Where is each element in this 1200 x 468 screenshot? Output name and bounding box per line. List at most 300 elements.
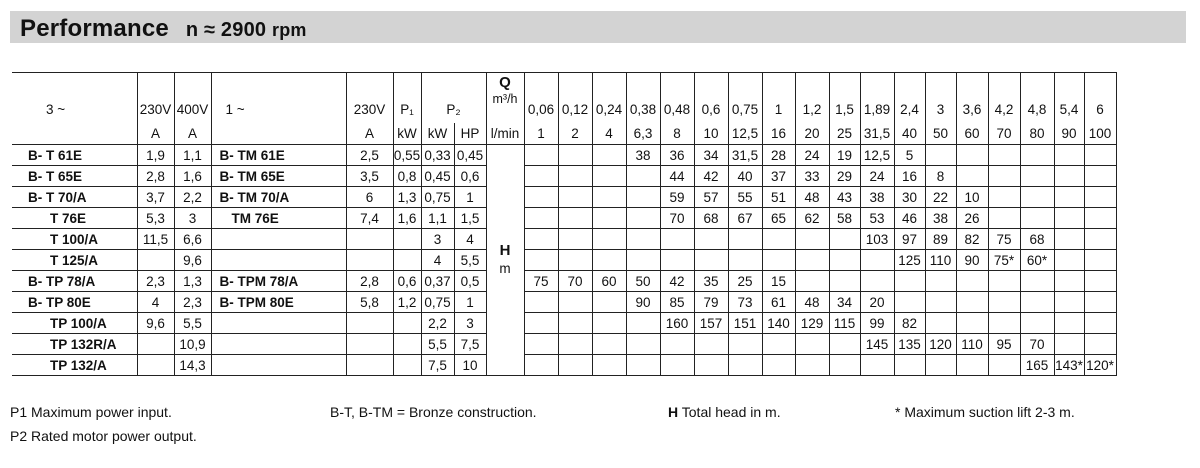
- flow-m3h: 4,8: [1020, 73, 1054, 124]
- current-230v-single: [346, 355, 393, 376]
- head-value: [956, 145, 988, 166]
- flow-m3h: 1,89: [860, 73, 894, 124]
- head-value: 97: [894, 229, 925, 250]
- head-value: [592, 292, 626, 313]
- head-value: [660, 229, 694, 250]
- current-400v: 9,6: [174, 250, 211, 271]
- head-value: [558, 355, 592, 376]
- head-value: [988, 355, 1020, 376]
- head-value: [1020, 292, 1054, 313]
- head-value: [1084, 187, 1116, 208]
- head-value: 58: [829, 208, 860, 229]
- head-value: 70: [660, 208, 694, 229]
- head-value: [1020, 271, 1054, 292]
- flow-lmin: 70: [988, 123, 1020, 145]
- current-400v: 10,9: [174, 334, 211, 355]
- power-p1-kw: [393, 355, 421, 376]
- head-value: [1054, 271, 1084, 292]
- head-value: [829, 271, 860, 292]
- head-value: [592, 229, 626, 250]
- flow-m3h: 0,38: [626, 73, 660, 124]
- header-400v: 400V: [174, 73, 211, 124]
- header-p2-hp: HP: [454, 123, 486, 145]
- head-value: [829, 355, 860, 376]
- flow-m3h: 0,6: [694, 73, 728, 124]
- head-value: 160: [660, 313, 694, 334]
- power-p2-kw: 7,5: [421, 355, 454, 376]
- table-row: [12, 292, 1116, 313]
- note-p2: P2 Rated motor power output.: [10, 428, 197, 444]
- flow-m3h: 4,2: [988, 73, 1020, 124]
- head-value: 145: [860, 334, 894, 355]
- head-value: 25: [728, 271, 762, 292]
- head-value: [1054, 313, 1084, 334]
- flow-m3h: 1,2: [795, 73, 829, 124]
- head-value: [592, 334, 626, 355]
- model-single-phase: B- TPM 80E: [211, 292, 346, 313]
- header-single-phase: 1 ~: [211, 73, 346, 124]
- head-value: [762, 229, 795, 250]
- head-value: [1054, 250, 1084, 271]
- table-row: [12, 271, 1116, 292]
- power-p2-hp: 3: [454, 313, 486, 334]
- head-value: 110: [956, 334, 988, 355]
- head-value: [592, 250, 626, 271]
- flow-m3h: 0,24: [592, 73, 626, 124]
- current-230v-single: 2,5: [346, 145, 393, 166]
- power-p1-kw: [393, 313, 421, 334]
- head-value: 42: [660, 271, 694, 292]
- head-value: 125: [894, 250, 925, 271]
- head-value: [795, 250, 829, 271]
- head-value: 37: [762, 166, 795, 187]
- flow-m3h: 6: [1084, 73, 1116, 124]
- head-value: [1084, 166, 1116, 187]
- head-value: 34: [694, 145, 728, 166]
- head-label: [486, 145, 524, 376]
- head-value: [728, 250, 762, 271]
- head-value: [988, 187, 1020, 208]
- head-unit: m: [499, 261, 511, 276]
- head-value: [829, 250, 860, 271]
- head-value: 29: [829, 166, 860, 187]
- current-400v: 6,6: [174, 229, 211, 250]
- head-value: 59: [660, 187, 694, 208]
- model-single-phase: B- TM 70/A: [211, 187, 346, 208]
- power-p2-hp: 10: [454, 355, 486, 376]
- title-speed: [186, 19, 307, 41]
- head-value: [988, 271, 1020, 292]
- head-value: 120: [925, 334, 956, 355]
- head-value: 50: [626, 271, 660, 292]
- model-single-phase: B- TM 61E: [211, 145, 346, 166]
- current-400v: 2,2: [174, 187, 211, 208]
- head-value: [558, 187, 592, 208]
- power-p1-kw: 0,55: [393, 145, 421, 166]
- power-p1-kw: 0,8: [393, 166, 421, 187]
- head-value: 51: [762, 187, 795, 208]
- head-value: 16: [894, 166, 925, 187]
- current-230v-single: 3,5: [346, 166, 393, 187]
- head-value: 99: [860, 313, 894, 334]
- current-400v: 3: [174, 208, 211, 229]
- current-230v: 5,3: [137, 208, 174, 229]
- performance-table: [12, 72, 1117, 376]
- model-three-phase: B- T 70/A: [12, 187, 137, 208]
- power-p1-kw: [393, 229, 421, 250]
- head-value: 60: [592, 271, 626, 292]
- page-title: [20, 15, 307, 43]
- head-value: [694, 250, 728, 271]
- model-three-phase: B- T 65E: [12, 166, 137, 187]
- model-three-phase: TP 132/A: [12, 355, 137, 376]
- flow-lmin: 16: [762, 123, 795, 145]
- current-230v-single: [346, 229, 393, 250]
- head-value: 12,5: [860, 145, 894, 166]
- head-value: 19: [829, 145, 860, 166]
- current-230v: 9,6: [137, 313, 174, 334]
- power-p2-kw: 0,33: [421, 145, 454, 166]
- head-value: [524, 229, 558, 250]
- head-value: [1084, 229, 1116, 250]
- model-single-phase: [211, 334, 346, 355]
- head-value: [1054, 187, 1084, 208]
- head-value: [1054, 208, 1084, 229]
- head-value: 38: [925, 208, 956, 229]
- table-row: [12, 187, 1116, 208]
- power-p2-hp: 7,5: [454, 334, 486, 355]
- head-value: [592, 145, 626, 166]
- model-single-phase: [211, 355, 346, 376]
- flow-m3h: 0,48: [660, 73, 694, 124]
- head-value: [762, 250, 795, 271]
- head-value: 46: [894, 208, 925, 229]
- head-value: [762, 355, 795, 376]
- head-value: 82: [894, 313, 925, 334]
- header-blank: [12, 123, 137, 145]
- head-value: 140: [762, 313, 795, 334]
- note-head-text: Total head in m.: [678, 404, 781, 420]
- head-value: 62: [795, 208, 829, 229]
- head-value: 43: [829, 187, 860, 208]
- head-value: [1054, 292, 1084, 313]
- speed-value: n ≈ 2900: [185, 19, 267, 41]
- head-value: [894, 271, 925, 292]
- power-p2-kw: 2,2: [421, 313, 454, 334]
- model-single-phase: [211, 229, 346, 250]
- head-value: [1084, 250, 1116, 271]
- header-amp-400: A: [174, 123, 211, 145]
- head-value: [1020, 208, 1054, 229]
- head-value: [925, 271, 956, 292]
- current-400v: 14,3: [174, 355, 211, 376]
- head-value: [558, 166, 592, 187]
- power-p1-kw: 1,2: [393, 292, 421, 313]
- head-value: 35: [694, 271, 728, 292]
- current-230v-single: [346, 334, 393, 355]
- header-three-phase: 3 ~: [12, 73, 137, 124]
- note-head-symbol: H: [668, 404, 679, 420]
- head-value: 34: [829, 292, 860, 313]
- power-p2-hp: 1,5: [454, 208, 486, 229]
- head-value: [626, 187, 660, 208]
- head-value: 120*: [1084, 355, 1116, 376]
- power-p1-kw: 1,3: [393, 187, 421, 208]
- head-value: [626, 313, 660, 334]
- head-value: [660, 250, 694, 271]
- head-value: 31,5: [728, 145, 762, 166]
- head-value: 53: [860, 208, 894, 229]
- flow-m3h: 0,06: [524, 73, 558, 124]
- head-value: [728, 229, 762, 250]
- header-230v: 230V: [137, 73, 174, 124]
- head-value: 75*: [988, 250, 1020, 271]
- head-value: [626, 334, 660, 355]
- head-value: 90: [626, 292, 660, 313]
- head-value: [956, 271, 988, 292]
- head-value: [694, 355, 728, 376]
- model-single-phase: [211, 313, 346, 334]
- head-value: [795, 271, 829, 292]
- model-single-phase: TM 76E: [211, 208, 346, 229]
- head-value: [524, 166, 558, 187]
- head-value: 44: [660, 166, 694, 187]
- head-value: [1020, 166, 1054, 187]
- head-value: [829, 334, 860, 355]
- power-p2-kw: 0,37: [421, 271, 454, 292]
- flow-lmin: 4: [592, 123, 626, 145]
- power-p2-hp: 4: [454, 229, 486, 250]
- header-p2: P₂: [421, 73, 486, 124]
- current-400v: 2,3: [174, 292, 211, 313]
- head-value: 135: [894, 334, 925, 355]
- current-230v-single: 6: [346, 187, 393, 208]
- power-p2-kw: 0,75: [421, 292, 454, 313]
- head-value: 42: [694, 166, 728, 187]
- table-row: [12, 166, 1116, 187]
- flow-lmin: 100: [1084, 123, 1116, 145]
- model-three-phase: TP 132R/A: [12, 334, 137, 355]
- head-value: [988, 313, 1020, 334]
- current-230v: 3,7: [137, 187, 174, 208]
- head-value: [524, 334, 558, 355]
- flow-m3h: 3,6: [956, 73, 988, 124]
- flow-m3h: 5,4: [1054, 73, 1084, 124]
- head-value: [1054, 229, 1084, 250]
- head-value: 38: [626, 145, 660, 166]
- head-value: [1084, 271, 1116, 292]
- power-p2-kw: 0,75: [421, 187, 454, 208]
- head-value: [558, 229, 592, 250]
- head-value: [694, 229, 728, 250]
- head-value: [925, 292, 956, 313]
- head-value: [524, 145, 558, 166]
- head-value: 28: [762, 145, 795, 166]
- head-value: [988, 166, 1020, 187]
- head-value: [1054, 334, 1084, 355]
- head-value: 65: [762, 208, 795, 229]
- head-value: 8: [925, 166, 956, 187]
- head-value: 157: [694, 313, 728, 334]
- head-value: 68: [694, 208, 728, 229]
- head-value: 103: [860, 229, 894, 250]
- head-value: [956, 313, 988, 334]
- head-value: [558, 334, 592, 355]
- head-value: 68: [1020, 229, 1054, 250]
- head-value: [728, 334, 762, 355]
- note-head: [668, 404, 781, 420]
- model-three-phase: T 125/A: [12, 250, 137, 271]
- head-value: [1084, 313, 1116, 334]
- head-value: 22: [925, 187, 956, 208]
- current-230v: [137, 250, 174, 271]
- flow-lmin: 2: [558, 123, 592, 145]
- head-value: [956, 292, 988, 313]
- head-value: [894, 355, 925, 376]
- power-p2-kw: 5,5: [421, 334, 454, 355]
- head-value: [988, 208, 1020, 229]
- head-value: [860, 355, 894, 376]
- head-value: [1084, 145, 1116, 166]
- head-value: 110: [925, 250, 956, 271]
- head-value: [694, 334, 728, 355]
- power-p1-kw: 1,6: [393, 208, 421, 229]
- head-value: [1084, 334, 1116, 355]
- speed-unit: rpm: [271, 20, 307, 40]
- head-value: 33: [795, 166, 829, 187]
- head-value: [956, 166, 988, 187]
- power-p2-hp: 1: [454, 292, 486, 313]
- flow-m3h: 3: [925, 73, 956, 124]
- note-suction: * Maximum suction lift 2-3 m.: [895, 404, 1075, 420]
- header-amp-single: A: [346, 123, 393, 145]
- head-value: [524, 292, 558, 313]
- head-value: [728, 355, 762, 376]
- header-p1-kw: kW: [393, 123, 421, 145]
- table-row: [12, 334, 1116, 355]
- head-value: 15: [762, 271, 795, 292]
- current-230v-single: [346, 313, 393, 334]
- current-230v: 2,3: [137, 271, 174, 292]
- head-value: 82: [956, 229, 988, 250]
- q-unit-lmin: l/min: [486, 123, 524, 145]
- flow-lmin: 25: [829, 123, 860, 145]
- power-p2-hp: 5,5: [454, 250, 486, 271]
- flow-m3h: 1: [762, 73, 795, 124]
- model-single-phase: B- TM 65E: [211, 166, 346, 187]
- head-value: [558, 313, 592, 334]
- title-main: Performance: [20, 15, 169, 42]
- power-p2-hp: 0,6: [454, 166, 486, 187]
- head-value: [626, 250, 660, 271]
- flow-lmin: 1: [524, 123, 558, 145]
- header-row: [12, 73, 1116, 124]
- head-value: 90: [956, 250, 988, 271]
- head-value: [626, 208, 660, 229]
- power-p2-kw: 0,45: [421, 166, 454, 187]
- note-p1: P1 Maximum power input.: [10, 404, 172, 420]
- flow-lmin: 31,5: [860, 123, 894, 145]
- head-value: [660, 334, 694, 355]
- model-three-phase: T 76E: [12, 208, 137, 229]
- head-symbol: H: [499, 242, 511, 259]
- header-amp-230: A: [137, 123, 174, 145]
- head-value: 85: [660, 292, 694, 313]
- power-p1-kw: 0,6: [393, 271, 421, 292]
- head-value: 70: [558, 271, 592, 292]
- current-400v: 5,5: [174, 313, 211, 334]
- head-value: [1020, 187, 1054, 208]
- head-value: 165: [1020, 355, 1054, 376]
- power-p2-hp: 1: [454, 187, 486, 208]
- head-value: [894, 292, 925, 313]
- head-value: [626, 166, 660, 187]
- table-row: [12, 145, 1116, 166]
- head-value: [988, 145, 1020, 166]
- head-value: [558, 292, 592, 313]
- flow-lmin: 50: [925, 123, 956, 145]
- current-230v: 11,5: [137, 229, 174, 250]
- flow-m3h: 0,12: [558, 73, 592, 124]
- head-value: 75: [988, 229, 1020, 250]
- head-value: [795, 229, 829, 250]
- head-value: 36: [660, 145, 694, 166]
- model-three-phase: B- TP 78/A: [12, 271, 137, 292]
- current-230v-single: [346, 250, 393, 271]
- head-value: [1020, 145, 1054, 166]
- head-value: [925, 145, 956, 166]
- power-p2-kw: 3: [421, 229, 454, 250]
- current-230v-single: 7,4: [346, 208, 393, 229]
- power-p2-hp: 0,45: [454, 145, 486, 166]
- header-unit-row: [12, 123, 1116, 145]
- model-three-phase: T 100/A: [12, 229, 137, 250]
- head-value: 40: [728, 166, 762, 187]
- head-value: [558, 145, 592, 166]
- table-row: [12, 313, 1116, 334]
- table-row: [12, 208, 1116, 229]
- head-value: 143*: [1054, 355, 1084, 376]
- head-value: [829, 229, 860, 250]
- head-value: [1020, 313, 1054, 334]
- head-value: [988, 292, 1020, 313]
- head-value: 10: [956, 187, 988, 208]
- head-value: 70: [1020, 334, 1054, 355]
- flow-lmin: 90: [1054, 123, 1084, 145]
- note-bronze: B-T, B-TM = Bronze construction.: [330, 404, 537, 420]
- head-value: 24: [860, 166, 894, 187]
- power-p1-kw: [393, 250, 421, 271]
- flow-m3h: 2,4: [894, 73, 925, 124]
- head-value: 48: [795, 187, 829, 208]
- head-value: [762, 334, 795, 355]
- flow-lmin: 40: [894, 123, 925, 145]
- head-value: 30: [894, 187, 925, 208]
- head-value: [592, 166, 626, 187]
- head-value: [860, 250, 894, 271]
- flow-lmin: 80: [1020, 123, 1054, 145]
- head-value: [795, 355, 829, 376]
- head-value: [626, 355, 660, 376]
- head-value: [524, 355, 558, 376]
- q-unit-m3h: m³/h: [492, 92, 518, 106]
- head-value: [956, 355, 988, 376]
- head-value: [795, 334, 829, 355]
- head-value: [524, 313, 558, 334]
- head-value: [558, 208, 592, 229]
- head-value: 24: [795, 145, 829, 166]
- head-value: 55: [728, 187, 762, 208]
